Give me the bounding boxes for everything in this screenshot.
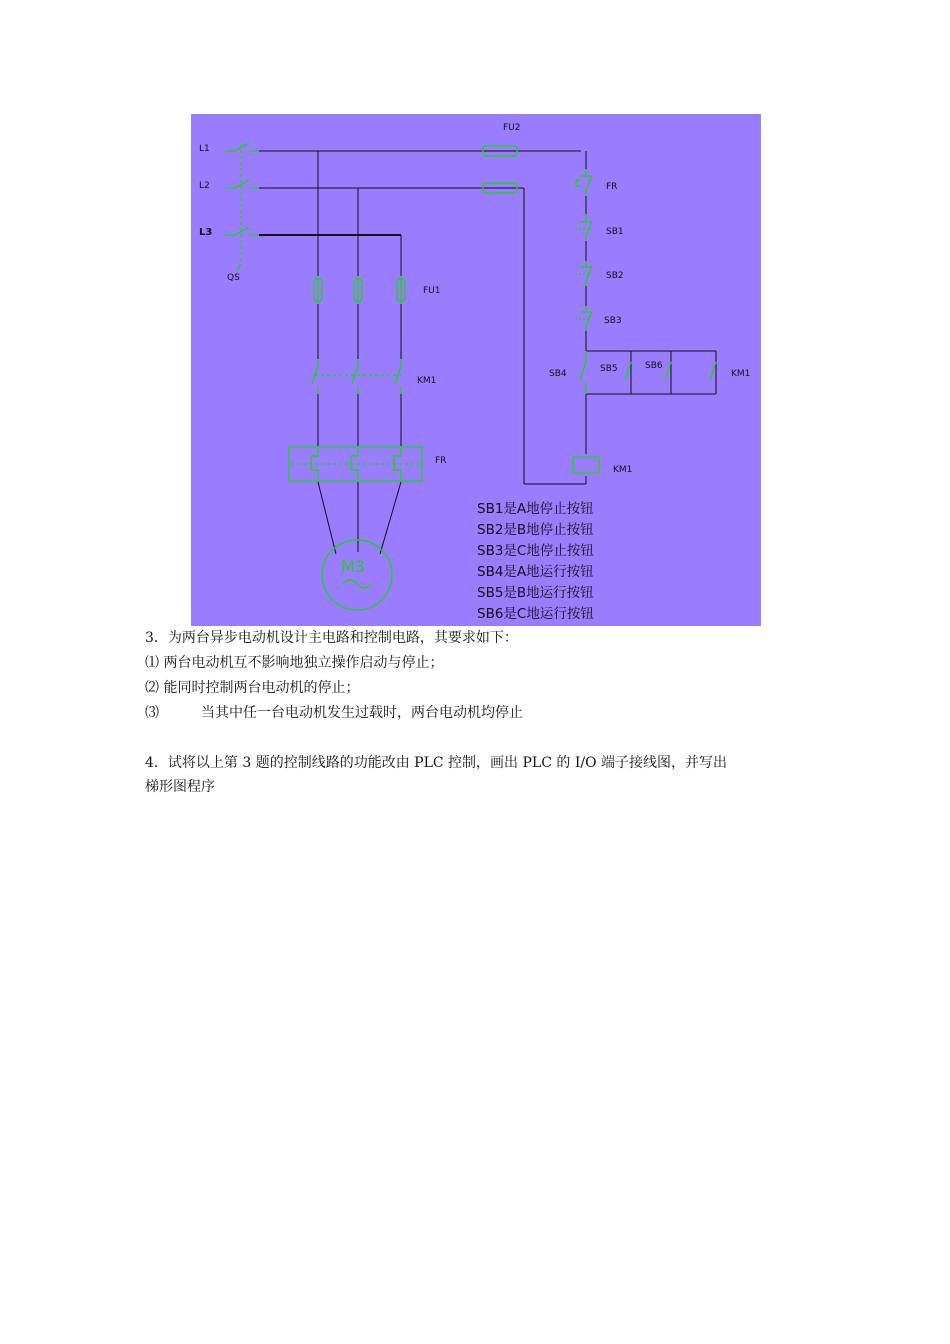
question-3-item-1: ⑴ 两台电动机互不影响地独立操作启动与停止； [145, 655, 444, 671]
label-fu1: FU1 [423, 286, 441, 296]
legend-line: SB1是A地停止按钮 [477, 501, 594, 517]
label-km1-coil: KM1 [613, 465, 633, 475]
label-fr-main: FR [435, 456, 447, 466]
label-sb4: SB4 [549, 369, 567, 379]
main-circuit-wires [318, 151, 401, 554]
circuit-diagram [191, 114, 761, 626]
motor-label: M3 [341, 557, 365, 576]
legend-line: SB6是C地运行按钮 [477, 606, 594, 622]
label-sb2: SB2 [606, 271, 624, 281]
legend-line: SB5是B地运行按钮 [477, 585, 594, 601]
label-km1-main: KM1 [417, 376, 437, 386]
label-sb3: SB3 [604, 316, 622, 326]
label-fu2: FU2 [503, 123, 521, 133]
label-sb1: SB1 [606, 227, 624, 237]
fr-nc-contact [576, 169, 592, 196]
question-3-item-3: ⑶ 当其中任一台电动机发生过载时，两台电动机均停止 [145, 705, 523, 721]
legend-line: SB4是A地运行按钮 [477, 564, 594, 580]
label-sb6: SB6 [645, 361, 663, 371]
fu1-fuses [314, 276, 405, 304]
qs-switch [225, 143, 259, 270]
label-sb5: SB5 [600, 364, 618, 374]
fr-main-element [289, 447, 422, 481]
question-3-title: 3．为两台异步电动机设计主电路和控制电路，其要求如下： [145, 630, 518, 646]
label-qs: QS [227, 273, 240, 283]
fu2-fuses [483, 146, 517, 193]
label-l2: L2 [199, 181, 210, 191]
legend-line: SB3是C地停止按钮 [477, 543, 594, 559]
question-3-item-2: ⑵ 能同时控制两台电动机的停止； [145, 680, 360, 696]
power-lines [259, 151, 581, 235]
label-l3: L3 [199, 227, 213, 238]
legend [477, 500, 594, 622]
label-km1-aux: KM1 [731, 369, 751, 379]
sb-stop-buttons [575, 214, 592, 331]
circuit-diagram-svg [191, 114, 761, 626]
legend-line: SB2是B地停止按钮 [477, 522, 594, 538]
question-4-line-2: 梯形图程序 [145, 779, 215, 795]
label-fr-control: FR [606, 182, 618, 192]
question-4-line-1: 4．试将以上第 3 题的控制线路的功能改由 PLC 控制，画出 PLC 的 I/O 端子接线图，并写出 [145, 755, 727, 771]
km1-coil [573, 457, 599, 473]
motor-icon [322, 540, 392, 610]
km1-main-contacts [312, 359, 401, 394]
label-l1: L1 [199, 144, 210, 154]
